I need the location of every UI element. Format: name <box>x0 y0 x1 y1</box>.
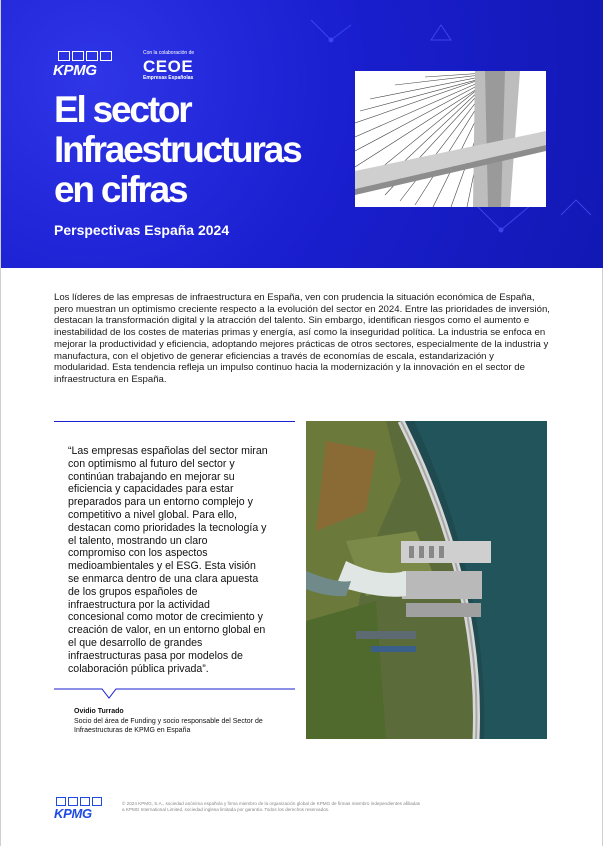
footer-kpmg-logo: KPMG <box>54 806 92 821</box>
quote-callout-rule <box>54 683 295 703</box>
header-banner <box>1 0 603 268</box>
quote-author-role: Socio del área de Funding y socio responsable del Sector de Infraestructuras de KPMG en España <box>74 718 263 734</box>
dam-aerial-photo <box>306 421 547 739</box>
quote-top-rule <box>54 421 295 422</box>
ceoe-subtitle: Empresas Españolas <box>143 75 194 81</box>
page-subtitle: Perspectivas España 2024 <box>54 222 230 238</box>
ceoe-logo: CEOE <box>143 57 194 76</box>
footer-kpmg-logo-boxes <box>56 797 102 806</box>
footer-legal-text: © 2024 KPMG, S.A., sociedad anónima española y firma miembro de la organización global de KPMG de firmas miembro independientes afiliadas a KPMG International Limited, sociedad inglesa limitada por garantía. Todos los derechos reservados. <box>122 801 421 812</box>
page-title <box>54 90 301 210</box>
quote-author-name: Ovidio Turrado <box>74 708 124 715</box>
title-line-1: El sector <box>54 89 191 130</box>
bridge-cables-photo <box>355 71 546 207</box>
kpmg-logo-boxes <box>58 51 112 61</box>
intro-paragraph: Los líderes de las empresas de infraestructura en España, ven con prudencia la situación económica de España, pero muestran un optimismo creciente respecto a la evolución del sector en 2024. Entre las prioridades de inversión, destacan la transformación digital y la atracción del talento. Sin embargo, identifican riesgos como el aumento e inestabilidad de los costes de materias primas y energía, así como la inseguridad política. La industria se enfoca en mejorar la productividad y eficiencia, adoptando mejores prácticas de otros sectores, especialmente de la industria y manufactura, con el objetivo de generar eficiencias a través de economías de escala, estandarización y modularidad. Esta tendencia refleja un impulso continuo hacia la modernización y la innovación en el sector de infraestructura en España. <box>54 292 550 385</box>
title-line-3: en cifras <box>54 169 187 210</box>
title-line-2: Infraestructuras <box>54 129 301 170</box>
kpmg-logo: KPMG <box>53 62 97 79</box>
quote-text: “Las empresas españolas del sector miran con optimismo al futuro del sector y continúan trabajando en mejorar su eficiencia y capacidades para estar preparados para un entorno complejo y competitivo a nivel global. Para ello, destacan como prioridades la tecnología y el talento, mostrando un claro compromiso con los aspectos medioambientales y el ESG. Esta visión se enmarca dentro de una clara apuesta de los grupos españoles de infraestructura por la actividad concesional como motor de crecimiento y creación de valor, en un entorno global en el que desarrollo de grandes infraestructuras pasa por modelos de colaboración pública privada”. <box>68 445 268 675</box>
collab-label: Con la colaboración de <box>143 50 195 56</box>
